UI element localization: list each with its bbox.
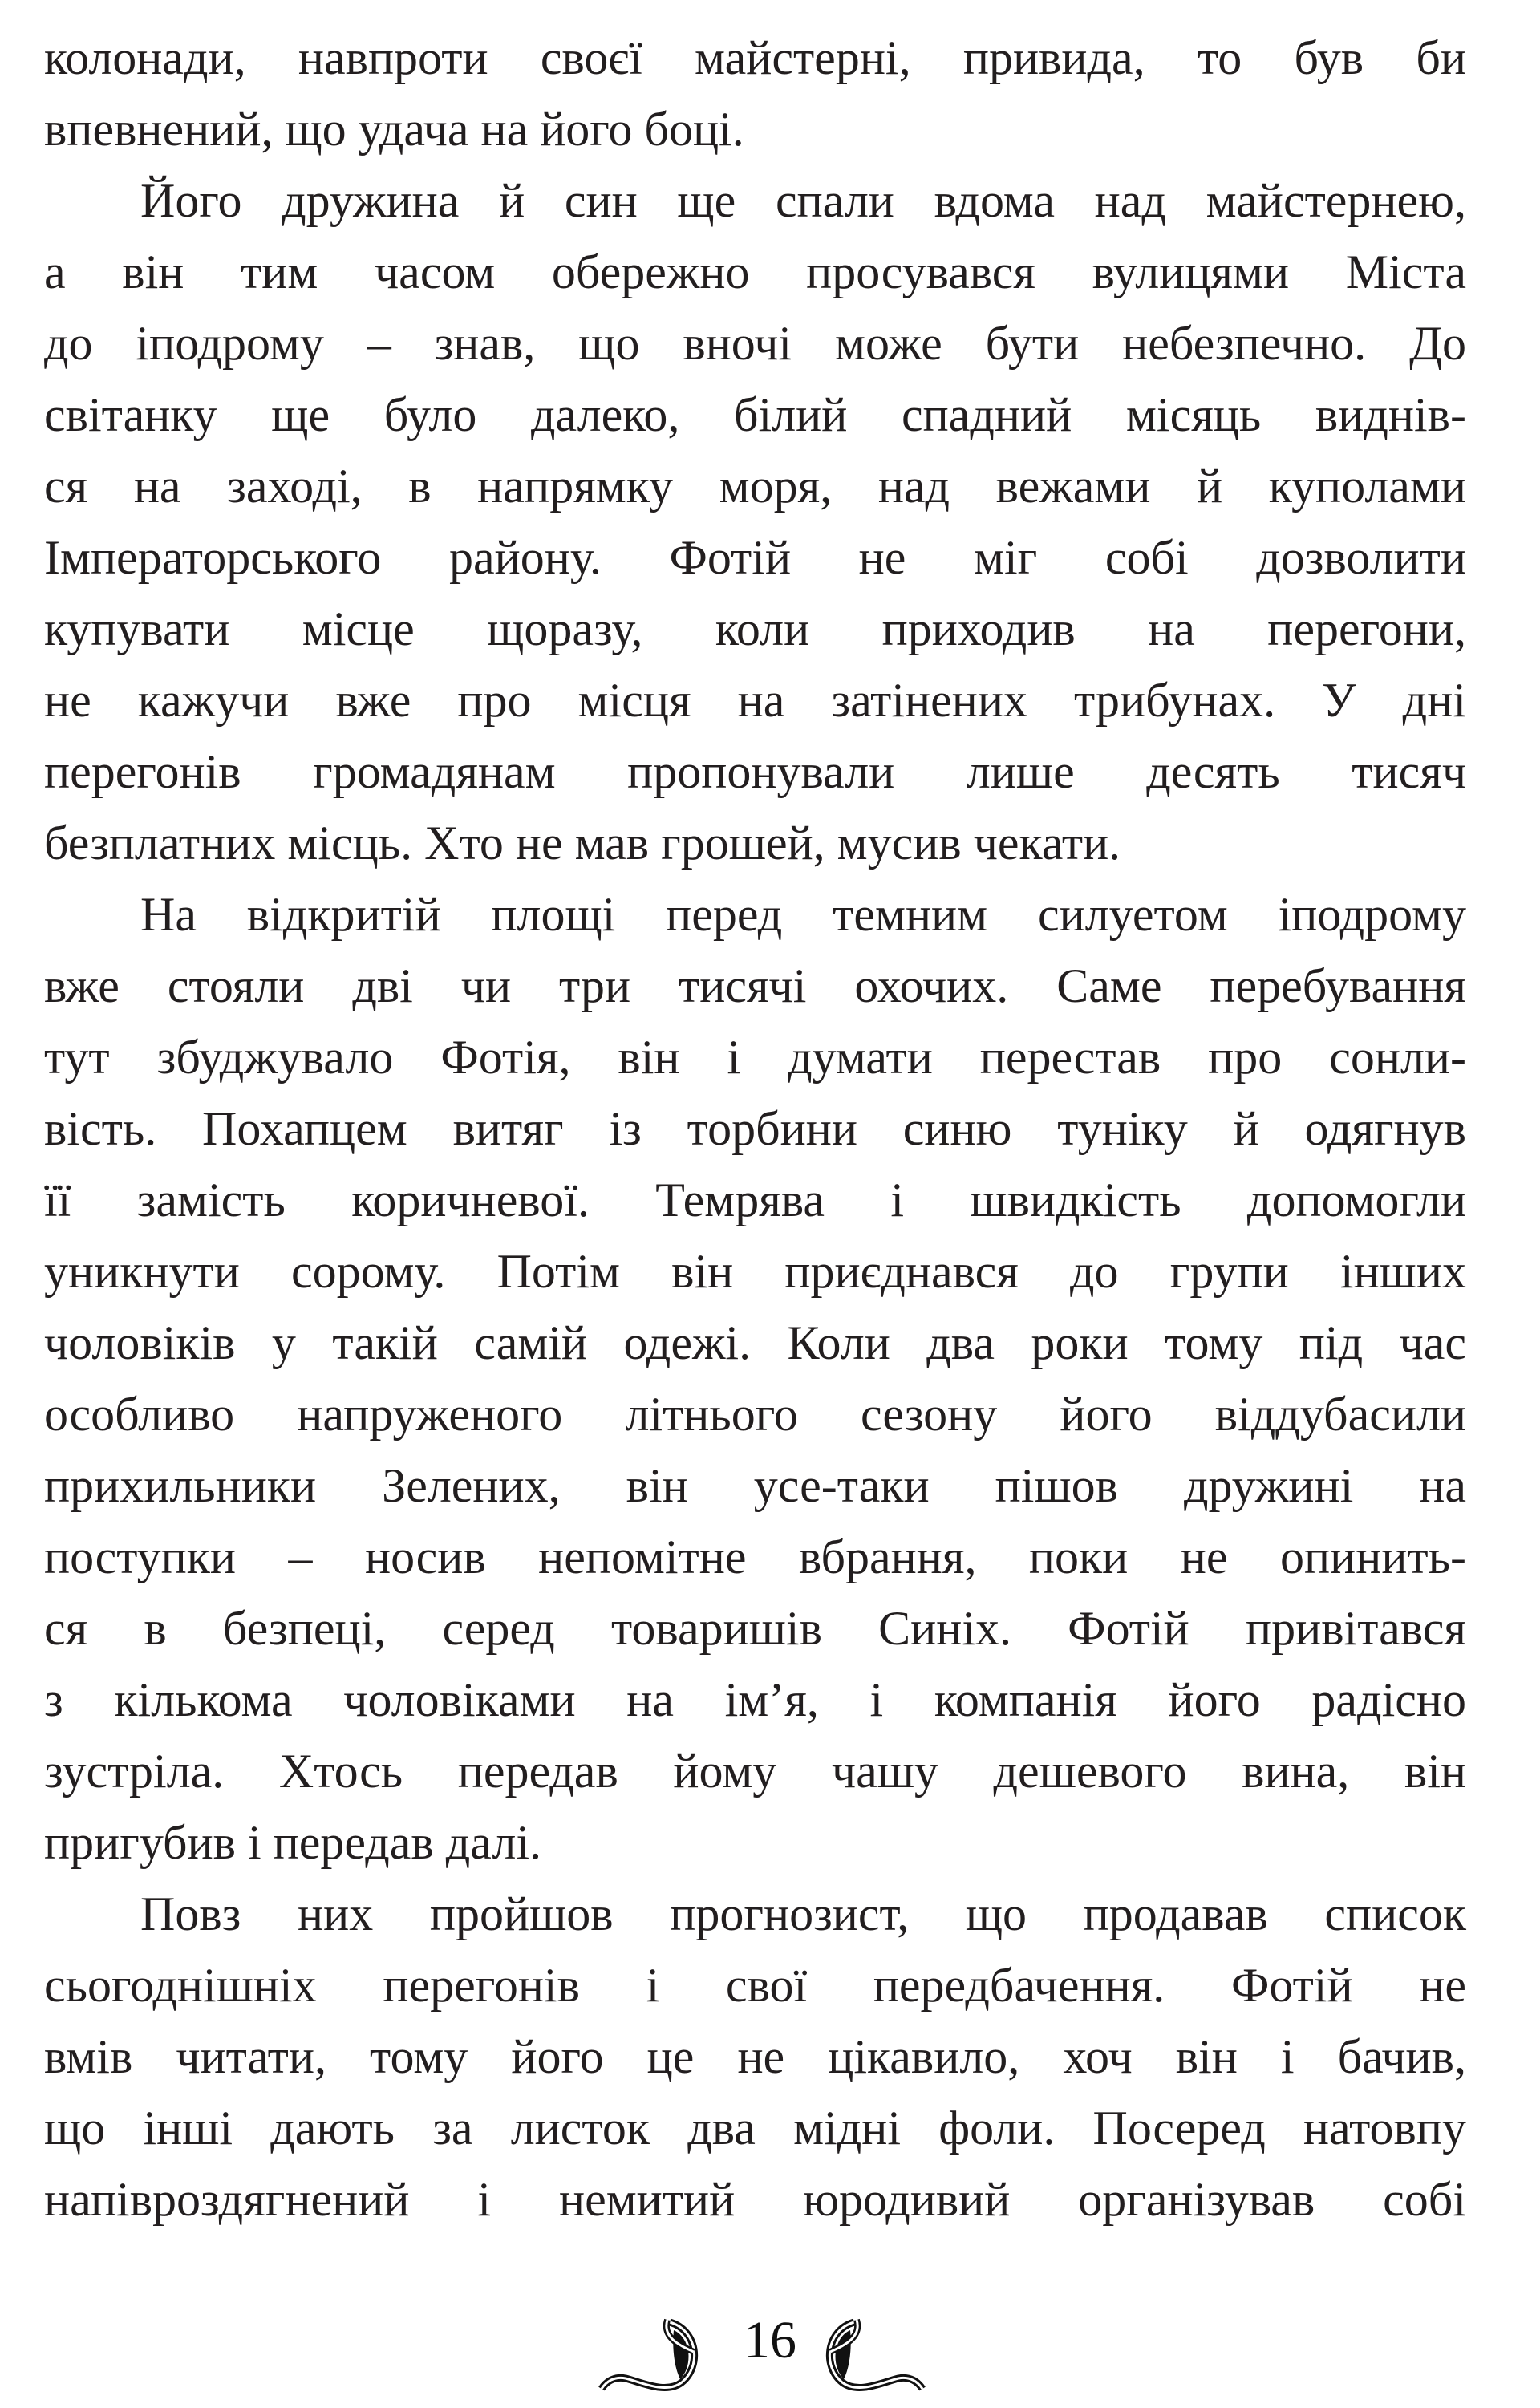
text-line: а він тим часом обережно просувався вулицями Міста	[44, 245, 1466, 298]
text-line: На відкритій площі перед темним силуетом іподрому	[140, 888, 1466, 941]
text-line: вість. Похапцем витяг із торбини синю туніку й одягнув	[44, 1102, 1466, 1155]
text-line: купувати місце щоразу, коли приходив на перегони,	[44, 602, 1466, 655]
text-line: уникнути сорому. Потім він приєднався до групи інших	[44, 1245, 1466, 1298]
text-line: тут збуджувало Фотія, він і думати перестав про сонли-	[44, 1031, 1466, 1084]
text-line: світанку ще було далеко, білий спадний місяць виднів-	[44, 388, 1466, 441]
text-line: що інші дають за листок два мідні фоли. Посеред натовпу	[44, 2102, 1466, 2155]
text-line: Його дружина й син ще спали вдома над майстернею,	[140, 174, 1466, 227]
text-line: вже стояли дві чи три тисячі охочих. Саме перебування	[44, 959, 1466, 1012]
text-line: колонади, навпроти своєї майстерні, привида, то був би	[44, 31, 1466, 84]
text-line: прихильники Зелених, він усе-таки пішов дружині на	[44, 1459, 1466, 1512]
text-line: її замість коричневої. Темрява і швидкість допомогли	[44, 1174, 1466, 1226]
page-body-text	[44, 22, 1466, 2236]
text-line: ся на заході, в напрямку моря, над вежами й куполами	[44, 460, 1466, 513]
text-line: напівроздягнений і немитий юродивий організував собі	[44, 2173, 1466, 2226]
text-line: до іподрому – знав, що вночі може бути небезпечно. До	[44, 317, 1466, 370]
text-line: поступки – носив непомітне вбрання, поки не опинить-	[44, 1530, 1466, 1583]
text-line: сьогоднішніх перегонів і свої передбачення. Фотій не	[44, 1959, 1466, 2012]
right-ornament-icon	[810, 2302, 930, 2398]
text-line: Імператорського району. Фотій не міг собі дозволити	[44, 531, 1466, 584]
text-line: вмів читати, тому його це не цікавило, хоч він і бачив,	[44, 2030, 1466, 2083]
text-line: Повз них пройшов прогнозист, що продавав список	[140, 1887, 1466, 1940]
text-line: впевнений, що удача на його боці.	[44, 103, 744, 156]
text-line: з кількома чоловіками на ім’я, і компанія його радісно	[44, 1673, 1466, 1726]
text-line: пригубив і передав далі.	[44, 1816, 542, 1869]
text-line: чоловіків у такій самій одежі. Коли два роки тому під час	[44, 1316, 1466, 1369]
text-line: не кажучи вже про місця на затінених трибунах. У дні	[44, 674, 1466, 727]
text-line: безплатних місць. Хто не мав грошей, мусив чекати.	[44, 817, 1121, 870]
text-line: ся в безпеці, серед товаришів Синіх. Фотій привітався	[44, 1602, 1466, 1655]
page-number: 16	[744, 2311, 796, 2369]
text-line: перегонів громадянам пропонували лише десять тисяч	[44, 745, 1466, 798]
page-footer	[594, 2302, 946, 2398]
text-line: зустріла. Хтось передав йому чашу дешевого вина, він	[44, 1745, 1466, 1798]
text-line: особливо напруженого літнього сезону його віддубасили	[44, 1388, 1466, 1441]
left-ornament-icon	[594, 2302, 714, 2398]
